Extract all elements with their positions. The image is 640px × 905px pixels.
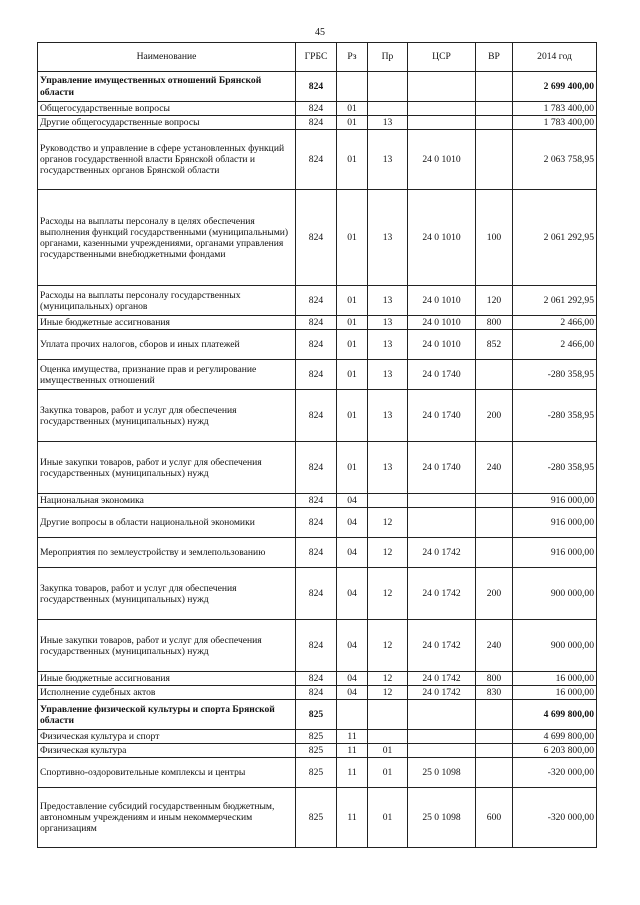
cell-amount: 4 699 800,00: [513, 700, 597, 730]
cell-vr: [476, 130, 513, 190]
cell-grbs: 824: [296, 672, 337, 686]
table-row: [38, 744, 597, 758]
cell-grbs: 824: [296, 508, 337, 538]
cell-csr: [408, 730, 476, 744]
table-row: [38, 316, 597, 330]
cell-csr: 24 0 1740: [408, 360, 476, 390]
cell-amount: 916 000,00: [513, 538, 597, 568]
header-vr: ВР: [476, 43, 513, 72]
cell-csr: 25 0 1098: [408, 758, 476, 788]
cell-amount: 2 063 758,95: [513, 130, 597, 190]
table-row: [38, 620, 597, 672]
cell-vr: [476, 360, 513, 390]
cell-amount: -280 358,95: [513, 390, 597, 442]
cell-rz: 01: [337, 360, 368, 390]
cell-grbs: 824: [296, 116, 337, 130]
cell-grbs: 824: [296, 360, 337, 390]
cell-name: Иные бюджетные ассигнования: [38, 316, 296, 330]
cell-name: Управление физической культуры и спорта Брянской области: [38, 700, 296, 730]
cell-pr: 13: [368, 316, 408, 330]
cell-pr: [368, 102, 408, 116]
cell-csr: 24 0 1010: [408, 330, 476, 360]
cell-amount: -280 358,95: [513, 360, 597, 390]
cell-name: Расходы на выплаты персоналу государственных (муниципальных) органов: [38, 286, 296, 316]
cell-vr: 120: [476, 286, 513, 316]
cell-csr: [408, 494, 476, 508]
cell-pr: 12: [368, 686, 408, 700]
cell-grbs: 824: [296, 102, 337, 116]
cell-name: Закупка товаров, работ и услуг для обеспечения государственных (муниципальных) нужд: [38, 568, 296, 620]
cell-vr: [476, 116, 513, 130]
table-row: [38, 72, 597, 102]
cell-amount: 6 203 800,00: [513, 744, 597, 758]
cell-csr: 24 0 1742: [408, 568, 476, 620]
header-grbs: ГРБС: [296, 43, 337, 72]
cell-name: Расходы на выплаты персоналу в целях обеспечения выполнения функций государственными (муниципальными) органами, казенными учреждениями, органами управления государственными внебюджетными фондами: [38, 190, 296, 286]
cell-pr: [368, 700, 408, 730]
cell-csr: [408, 72, 476, 102]
cell-csr: [408, 744, 476, 758]
cell-grbs: 824: [296, 330, 337, 360]
table-row: [38, 442, 597, 494]
cell-pr: [368, 72, 408, 102]
cell-amount: 16 000,00: [513, 686, 597, 700]
cell-pr: [368, 494, 408, 508]
cell-csr: 24 0 1742: [408, 620, 476, 672]
cell-rz: 11: [337, 730, 368, 744]
cell-pr: 13: [368, 330, 408, 360]
cell-grbs: 824: [296, 390, 337, 442]
cell-vr: 830: [476, 686, 513, 700]
cell-pr: 13: [368, 360, 408, 390]
table-row: [38, 788, 597, 848]
table-row: [38, 700, 597, 730]
cell-rz: 01: [337, 286, 368, 316]
cell-vr: 200: [476, 390, 513, 442]
cell-csr: 24 0 1010: [408, 130, 476, 190]
table-row: [38, 102, 597, 116]
cell-amount: 900 000,00: [513, 620, 597, 672]
cell-grbs: 824: [296, 568, 337, 620]
cell-grbs: 825: [296, 744, 337, 758]
cell-rz: 04: [337, 620, 368, 672]
cell-rz: 04: [337, 508, 368, 538]
cell-rz: 01: [337, 116, 368, 130]
cell-name: Оценка имущества, признание прав и регулирование имущественных отношений: [38, 360, 296, 390]
cell-rz: 01: [337, 130, 368, 190]
cell-csr: 24 0 1742: [408, 538, 476, 568]
cell-csr: [408, 102, 476, 116]
table-row: [38, 360, 597, 390]
cell-rz: 04: [337, 538, 368, 568]
cell-vr: 800: [476, 316, 513, 330]
table-row: [38, 130, 597, 190]
cell-rz: [337, 700, 368, 730]
cell-vr: [476, 538, 513, 568]
cell-name: Закупка товаров, работ и услуг для обеспечения государственных (муниципальных) нужд: [38, 390, 296, 442]
cell-grbs: 824: [296, 72, 337, 102]
cell-csr: 24 0 1740: [408, 390, 476, 442]
cell-grbs: 824: [296, 686, 337, 700]
cell-rz: 11: [337, 758, 368, 788]
cell-pr: 13: [368, 286, 408, 316]
cell-vr: 100: [476, 190, 513, 286]
table-row: [38, 730, 597, 744]
cell-vr: 240: [476, 620, 513, 672]
cell-name: Другие общегосударственные вопросы: [38, 116, 296, 130]
cell-name: Иные бюджетные ассигнования: [38, 672, 296, 686]
cell-pr: 01: [368, 788, 408, 848]
header-pr: Пр: [368, 43, 408, 72]
cell-vr: 800: [476, 672, 513, 686]
cell-grbs: 824: [296, 442, 337, 494]
table-row: [38, 190, 597, 286]
cell-vr: 240: [476, 442, 513, 494]
cell-name: Исполнение судебных актов: [38, 686, 296, 700]
cell-rz: 04: [337, 672, 368, 686]
cell-grbs: 825: [296, 730, 337, 744]
header-csr: ЦСР: [408, 43, 476, 72]
cell-rz: 11: [337, 744, 368, 758]
cell-name: Физическая культура: [38, 744, 296, 758]
cell-amount: 1 783 400,00: [513, 116, 597, 130]
cell-pr: 13: [368, 442, 408, 494]
cell-vr: [476, 758, 513, 788]
cell-name: Уплата прочих налогов, сборов и иных платежей: [38, 330, 296, 360]
cell-csr: 24 0 1742: [408, 686, 476, 700]
cell-vr: [476, 744, 513, 758]
cell-grbs: 824: [296, 538, 337, 568]
cell-amount: 2 466,00: [513, 330, 597, 360]
cell-pr: 13: [368, 116, 408, 130]
cell-rz: 01: [337, 316, 368, 330]
cell-amount: 900 000,00: [513, 568, 597, 620]
cell-rz: 01: [337, 442, 368, 494]
cell-rz: 01: [337, 102, 368, 116]
cell-name: Спортивно-оздоровительные комплексы и центры: [38, 758, 296, 788]
cell-amount: 916 000,00: [513, 508, 597, 538]
cell-vr: [476, 494, 513, 508]
table-row: [38, 508, 597, 538]
table-row: [38, 538, 597, 568]
cell-amount: 1 783 400,00: [513, 102, 597, 116]
cell-rz: 01: [337, 390, 368, 442]
cell-grbs: 824: [296, 620, 337, 672]
cell-rz: 01: [337, 190, 368, 286]
page-number: 45: [315, 27, 325, 38]
cell-csr: 24 0 1740: [408, 442, 476, 494]
cell-grbs: 824: [296, 316, 337, 330]
table-row: [38, 390, 597, 442]
cell-name: Общегосударственные вопросы: [38, 102, 296, 116]
table-row: [38, 116, 597, 130]
cell-amount: -320 000,00: [513, 788, 597, 848]
cell-csr: 25 0 1098: [408, 788, 476, 848]
cell-pr: 12: [368, 620, 408, 672]
cell-pr: 12: [368, 508, 408, 538]
cell-name: Мероприятия по землеустройству и землепользованию: [38, 538, 296, 568]
table-row: [38, 494, 597, 508]
cell-pr: 12: [368, 538, 408, 568]
cell-vr: [476, 102, 513, 116]
cell-name: Национальная экономика: [38, 494, 296, 508]
cell-pr: 12: [368, 568, 408, 620]
cell-grbs: 824: [296, 494, 337, 508]
cell-amount: 2 699 400,00: [513, 72, 597, 102]
cell-amount: 2 466,00: [513, 316, 597, 330]
cell-rz: [337, 72, 368, 102]
cell-name: Иные закупки товаров, работ и услуг для обеспечения государственных (муниципальных) нужд: [38, 442, 296, 494]
table-row: [38, 686, 597, 700]
cell-csr: 24 0 1010: [408, 316, 476, 330]
header-amount: 2014 год: [513, 43, 597, 72]
table-row: [38, 568, 597, 620]
cell-rz: 04: [337, 568, 368, 620]
cell-rz: 01: [337, 330, 368, 360]
cell-vr: 200: [476, 568, 513, 620]
cell-grbs: 825: [296, 758, 337, 788]
cell-name: Предоставление субсидий государственным бюджетным, автономным учреждениям и иным некоммерческим организациям: [38, 788, 296, 848]
table-header-row: [38, 43, 597, 72]
cell-pr: 01: [368, 758, 408, 788]
cell-vr: 600: [476, 788, 513, 848]
cell-rz: 04: [337, 686, 368, 700]
cell-pr: 13: [368, 190, 408, 286]
cell-amount: 916 000,00: [513, 494, 597, 508]
cell-pr: 13: [368, 130, 408, 190]
cell-rz: 04: [337, 494, 368, 508]
cell-csr: 24 0 1010: [408, 286, 476, 316]
cell-name: Физическая культура и спорт: [38, 730, 296, 744]
table-row: [38, 330, 597, 360]
header-rz: Рз: [337, 43, 368, 72]
cell-amount: 4 699 800,00: [513, 730, 597, 744]
cell-name: Руководство и управление в сфере установленных функций органов государственной власти Брянской области и государственных органов Брянской области: [38, 130, 296, 190]
cell-grbs: 825: [296, 700, 337, 730]
cell-grbs: 824: [296, 286, 337, 316]
cell-grbs: 825: [296, 788, 337, 848]
cell-amount: -280 358,95: [513, 442, 597, 494]
cell-csr: [408, 116, 476, 130]
cell-name: Управление имущественных отношений Брянской области: [38, 72, 296, 102]
table-row: [38, 672, 597, 686]
cell-vr: [476, 730, 513, 744]
header-name: Наименование: [38, 43, 296, 72]
cell-grbs: 824: [296, 190, 337, 286]
cell-amount: 16 000,00: [513, 672, 597, 686]
cell-csr: 24 0 1742: [408, 672, 476, 686]
cell-amount: -320 000,00: [513, 758, 597, 788]
cell-vr: 852: [476, 330, 513, 360]
cell-amount: 2 061 292,95: [513, 286, 597, 316]
cell-pr: [368, 730, 408, 744]
cell-csr: [408, 700, 476, 730]
cell-pr: 12: [368, 672, 408, 686]
cell-vr: [476, 700, 513, 730]
cell-name: Другие вопросы в области национальной экономики: [38, 508, 296, 538]
cell-name: Иные закупки товаров, работ и услуг для обеспечения государственных (муниципальных) нужд: [38, 620, 296, 672]
cell-rz: 11: [337, 788, 368, 848]
cell-amount: 2 061 292,95: [513, 190, 597, 286]
cell-csr: [408, 508, 476, 538]
cell-csr: 24 0 1010: [408, 190, 476, 286]
cell-vr: [476, 72, 513, 102]
budget-table: [37, 42, 597, 848]
cell-grbs: 824: [296, 130, 337, 190]
cell-pr: 01: [368, 744, 408, 758]
table-row: [38, 286, 597, 316]
cell-pr: 13: [368, 390, 408, 442]
cell-vr: [476, 508, 513, 538]
table-row: [38, 758, 597, 788]
